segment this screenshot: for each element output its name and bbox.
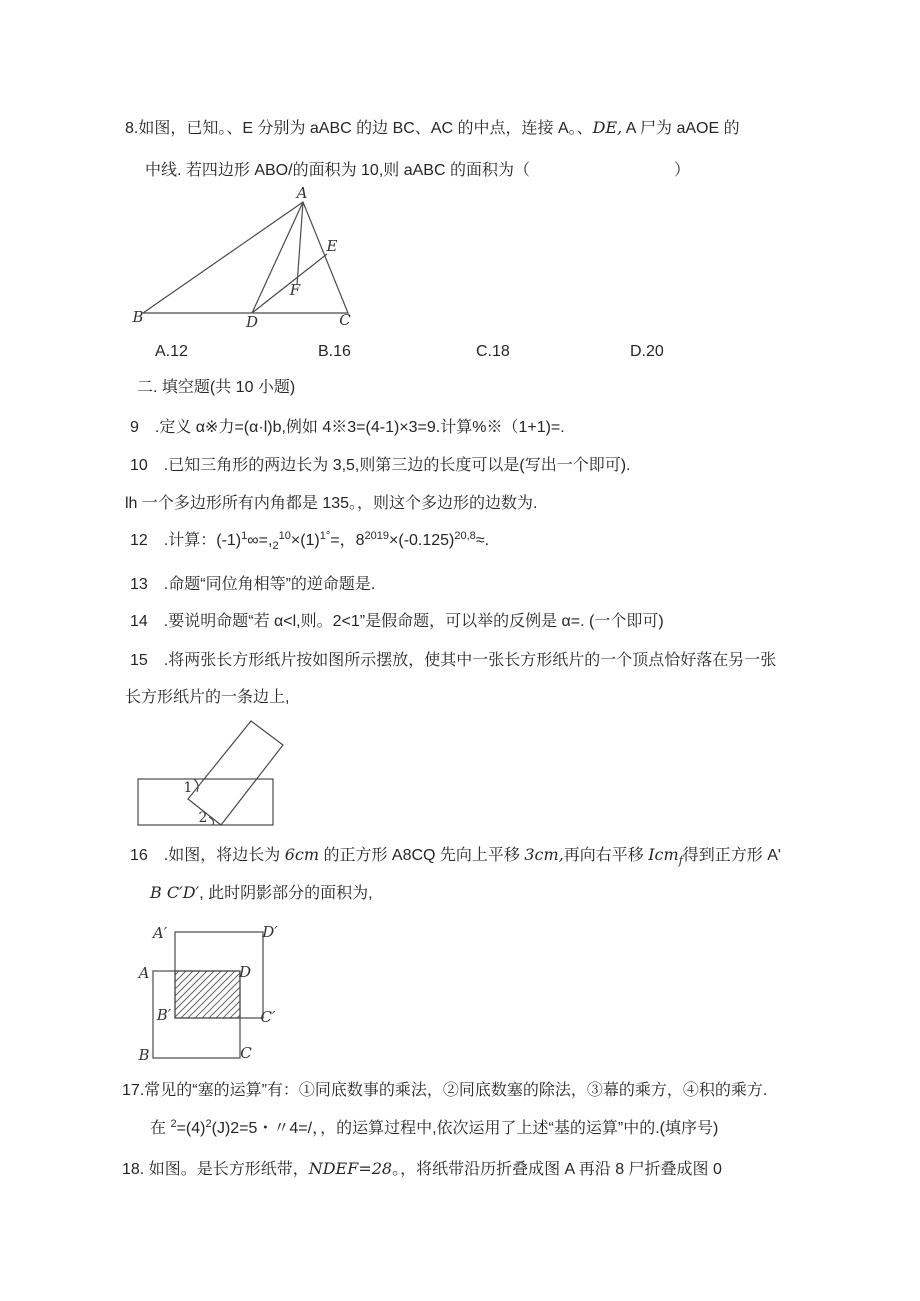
q18-math-ndef: NDEF=28 xyxy=(308,1159,393,1178)
q18-seg: 18. 如图。是长方形纸带， xyxy=(122,1161,309,1178)
q12-seg: 12 .计算：(-1) xyxy=(130,532,242,549)
vertex-label-b: B xyxy=(132,308,144,326)
rectangles-lines xyxy=(138,721,283,825)
q17-seg: (J)2=5・〃4=/，，的运算过程中,依次运用了上述“基的运算”中的.(填序号) xyxy=(211,1120,719,1137)
vertex-label-e: E xyxy=(326,237,338,255)
question-8-text-pre: 8.如图，已知。、E 分别为 aABC 的边 BC、AC 的中点，连接 A。、 xyxy=(125,120,593,137)
question-17-line-1: 17.常见的“塞的运算”有：①同底数事的乘法，②同底数塞的除法，③幕的乘方，④积的乘方. xyxy=(122,1082,768,1099)
question-15-line-2: 长方形纸片的一条边上, xyxy=(125,689,290,706)
q12-seg: ×(1) xyxy=(290,532,320,549)
question-11: lh 一个多边形所有内角都是 135。，则这个多边形的边数为. xyxy=(125,495,538,512)
q17-exponent: 2 xyxy=(205,1118,212,1130)
q12-exponent: 20,8 xyxy=(454,530,476,542)
question-18 xyxy=(122,1159,722,1180)
option-d: D.20 xyxy=(630,343,664,360)
hatch-shading xyxy=(175,971,240,1018)
triangle-lines xyxy=(143,202,348,313)
q16-math-1cm: Icm xyxy=(648,845,679,864)
vertex-label-a: A xyxy=(296,185,308,202)
question-8-line-1 xyxy=(125,118,740,139)
vertex-label-d-prime: D′ xyxy=(262,923,278,941)
question-13: 13 .命题“同位角相等”的逆命题是. xyxy=(130,576,376,593)
q16-seg: 得到正方形 A' xyxy=(682,847,781,864)
q17-seg: 在 xyxy=(150,1120,171,1137)
question-8-triangle-figure xyxy=(125,185,375,335)
q12-subscript: 2 xyxy=(272,540,279,552)
vertex-label-d: D xyxy=(245,313,259,331)
vertex-label-d: D xyxy=(238,963,252,981)
q16-math-6cm: 6cm xyxy=(284,845,320,864)
question-16-line-1 xyxy=(130,845,781,867)
vertex-label-c: C xyxy=(339,311,351,329)
q17-exponent: 2 xyxy=(170,1118,177,1130)
vertex-label-b-prime: B′ xyxy=(156,1006,172,1024)
question-17-line-2 xyxy=(150,1119,718,1140)
q18-seg: 。，将纸带沿历折叠成图 A 再沿 8 尸折叠成图 0 xyxy=(392,1161,722,1178)
option-b: B.16 xyxy=(318,343,351,360)
section-2-header: 二. 填空题(共 10 小题) xyxy=(137,379,296,396)
q16-math-bcd-primes: B C′D′ xyxy=(150,883,200,902)
q12-seg: ∞=, xyxy=(247,532,273,549)
vertex-label-a-prime: A′ xyxy=(152,924,168,942)
question-15-line-1: 15 .将两张长方形纸片按如图所示摆放，使其中一张长方形纸片的一个顶点恰好落在另一张 xyxy=(130,652,777,669)
question-8-text-post: A 尸为 aAOE 的 xyxy=(622,120,740,137)
q12-exponent: 2019 xyxy=(364,530,390,542)
q16-seg: 16 .如图，将边长为 xyxy=(130,847,285,864)
q12-exponent: 10 xyxy=(278,530,291,542)
angle-label-2: 2 xyxy=(198,810,208,826)
q16-seg: , 此时阴影部分的面积为, xyxy=(199,885,373,902)
question-8-line-2: 中线. 若四边形 ABO/的面积为 10,则 aABC 的面积为（ ） xyxy=(145,162,690,179)
q17-seg: =(4) xyxy=(176,1120,206,1137)
question-16-line-2 xyxy=(150,883,373,904)
question-10: 10 .已知三角形的两边长为 3,5,则第三边的长度可以是(写出一个即可). xyxy=(130,457,631,474)
vertex-label-b: B xyxy=(138,1046,150,1064)
q12-exponent: 1° xyxy=(319,530,331,542)
vertex-label-a: A xyxy=(138,964,150,982)
q12-seg: ×(-0.125) xyxy=(389,532,455,549)
q16-math-sub-f: f xyxy=(678,854,683,867)
option-c: C.18 xyxy=(476,343,510,360)
question-9: 9 .定义 α※力=(α·l)b,例如 4※3=(4-1)×3=9.计算%※（1+1)=. xyxy=(130,419,565,436)
q12-seg: ≈. xyxy=(475,532,490,549)
question-8-math-de: DE, xyxy=(592,118,623,137)
question-12 xyxy=(130,531,489,552)
question-14: 14 .要说明命题“若 α<l,则。2<1”是假命题，可以举的反例是 α=. (一个即可) xyxy=(130,613,664,630)
question-16-squares-figure xyxy=(135,920,280,1065)
angle-label-1: 1 xyxy=(183,780,193,796)
squares-lines xyxy=(153,932,263,1058)
vertex-label-c: C xyxy=(240,1044,252,1062)
q16-math-3cm: 3cm, xyxy=(524,845,564,864)
vertex-label-c-prime: C′ xyxy=(260,1008,276,1026)
q16-seg: 的正方形 A8CQ 先向上平移 xyxy=(319,847,525,864)
q12-seg: =，8 xyxy=(330,532,365,549)
q12-exponent: 1 xyxy=(241,530,248,542)
question-15-rectangles-figure xyxy=(130,705,295,835)
vertex-label-f: F xyxy=(289,281,301,299)
option-a: A.12 xyxy=(155,343,188,360)
q16-seg: 再向右平移 xyxy=(563,847,649,864)
